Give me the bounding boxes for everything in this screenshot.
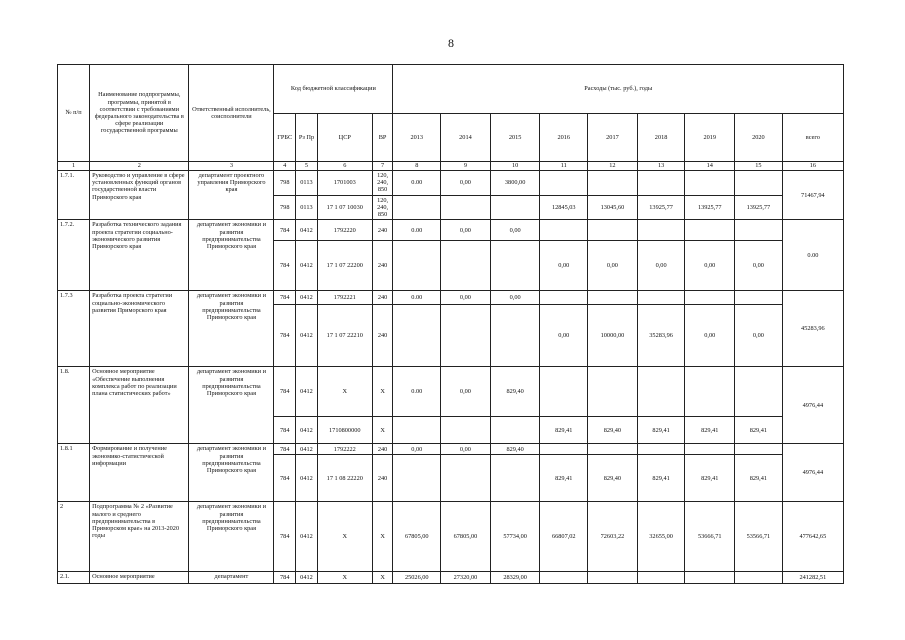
header-executor: Ответственный исполнитель, соисполнители [189,65,274,162]
row-name: Формирование и получение экономико-статистической информации [90,444,189,502]
column-index: 11 [540,162,588,171]
header-grbs: ГРБС [274,114,296,162]
rzpr-cell: 0412 [296,455,318,502]
value-cell [540,171,588,196]
value-cell [685,367,735,417]
value-cell: 53666,71 [685,502,735,572]
vr-cell: X [372,417,393,444]
total-cell: 0.00 [782,220,843,291]
value-cell: 0,00 [685,241,735,291]
header-budget-code: Код бюджетной классификации [274,65,393,114]
value-cell: 829,41 [637,455,685,502]
value-cell: 0.00 [393,220,441,241]
value-cell [637,367,685,417]
value-cell [588,220,638,241]
vr-cell: 240 [372,241,393,291]
value-cell [540,220,588,241]
value-cell [637,171,685,196]
column-index: 3 [189,162,274,171]
value-cell [685,171,735,196]
csr-cell: 1792220 [317,220,372,241]
value-cell: 829,40 [588,417,638,444]
vr-cell: X [372,367,393,417]
csr-cell: 1710800000 [317,417,372,444]
column-index: 13 [637,162,685,171]
total-cell: 4976,44 [782,367,843,444]
rzpr-cell: 0412 [296,572,318,584]
value-cell: 0,00 [540,241,588,291]
value-cell [588,367,638,417]
value-cell: 35283,96 [637,305,685,367]
value-cell: 13925,77 [735,195,783,220]
header-year: 2019 [685,114,735,162]
table-row [58,444,844,455]
value-cell: 27320,00 [441,572,491,584]
value-cell: 0,00 [393,444,441,455]
column-index: 4 [274,162,296,171]
value-cell [393,305,441,367]
rzpr-cell: 0412 [296,305,318,367]
row-number: 2 [58,502,90,572]
header-name: Наименование подпрограммы, программы, принятой в соответствии с требованиями федерального законодательства в сфере реализации государственной программы [90,65,189,162]
value-cell: 829,41 [735,455,783,502]
grbs-cell: 798 [274,195,296,220]
vr-cell: X [372,502,393,572]
value-cell: 66807,02 [540,502,588,572]
header-total: всего [782,114,843,162]
value-cell: 829,41 [735,417,783,444]
vr-cell: 240 [372,455,393,502]
header-year: 2018 [637,114,685,162]
rzpr-cell: 0113 [296,195,318,220]
value-cell [685,291,735,305]
value-cell: 0,00 [441,367,491,417]
header-expenses: Расходы (тыс. руб.), годы [393,65,844,114]
value-cell: 57734,00 [490,502,540,572]
value-cell [637,444,685,455]
header-num: № п/п [58,65,90,162]
value-cell: 829,41 [685,455,735,502]
value-cell [735,572,783,584]
row-executor: департамент экономики и развития предпринимательства Приморского края [189,444,274,502]
header-rzpr: Рз Пр [296,114,318,162]
table-row [58,502,844,572]
table-row [58,367,844,417]
row-executor: департамент экономики и развития предпринимательства Приморского края [189,367,274,444]
table-row [58,572,844,584]
grbs-cell: 784 [274,417,296,444]
value-cell [441,195,491,220]
grbs-cell: 784 [274,241,296,291]
value-cell [735,220,783,241]
row-executor: департамент проектного управления Приморского края [189,171,274,220]
grbs-cell: 784 [274,502,296,572]
rzpr-cell: 0412 [296,502,318,572]
grbs-cell: 784 [274,305,296,367]
vr-cell: 240 [372,291,393,305]
value-cell: 13045,60 [588,195,638,220]
rzpr-cell: 0113 [296,171,318,196]
value-cell: 829,40 [490,444,540,455]
value-cell: 13925,77 [685,195,735,220]
vr-cell: 120, 240, 850 [372,171,393,196]
grbs-cell: 784 [274,291,296,305]
value-cell: 0.00 [393,291,441,305]
value-cell: 25026,00 [393,572,441,584]
value-cell: 67805,00 [441,502,491,572]
value-cell: 67805,00 [393,502,441,572]
value-cell: 0,00 [735,305,783,367]
header-year: 2014 [441,114,491,162]
csr-cell: 1701003 [317,171,372,196]
column-index: 10 [490,162,540,171]
value-cell: 32655,00 [637,502,685,572]
value-cell: 10000,00 [588,305,638,367]
row-executor: департамент экономики и развития предпринимательства Приморского края [189,291,274,367]
value-cell: 0.00 [393,367,441,417]
rzpr-cell: 0412 [296,220,318,241]
rzpr-cell: 0412 [296,444,318,455]
table-row [58,220,844,241]
value-cell: 13925,77 [637,195,685,220]
row-number: 1.8. [58,367,90,444]
row-name: Разработка технического задания проекта стратегии социально-экономического развития Приморского края [90,220,189,291]
value-cell [490,305,540,367]
value-cell: 829,41 [540,455,588,502]
csr-cell: 1792221 [317,291,372,305]
value-cell [588,291,638,305]
row-executor: департамент экономики и развития предпринимательства Приморского края [189,220,274,291]
value-cell: 829,41 [540,417,588,444]
row-name: Основное мероприятие «Обеспечение выполнения комплекса работ по реализации плана статистических работ» [90,367,189,444]
header-year: 2015 [490,114,540,162]
value-cell [441,455,491,502]
value-cell: 829,41 [685,417,735,444]
column-index: 1 [58,162,90,171]
value-cell [540,367,588,417]
row-number: 1.7.2. [58,220,90,291]
value-cell: 0,00 [490,220,540,241]
column-index: 7 [372,162,393,171]
column-index: 5 [296,162,318,171]
value-cell: 0,00 [490,291,540,305]
value-cell [540,444,588,455]
value-cell: 0,00 [637,241,685,291]
value-cell [735,444,783,455]
value-cell: 829,40 [490,367,540,417]
value-cell [540,291,588,305]
vr-cell: 120, 240, 850 [372,195,393,220]
value-cell: 72603,22 [588,502,638,572]
value-cell [637,291,685,305]
value-cell [685,220,735,241]
value-cell [735,291,783,305]
csr-cell: X [317,367,372,417]
csr-cell: 17 1 07 10030 [317,195,372,220]
row-number: 1.8.1 [58,444,90,502]
column-index: 9 [441,162,491,171]
value-cell [588,444,638,455]
row-name: Разработка проекта стратегии социально-экономического развития Приморского края [90,291,189,367]
column-index: 8 [393,162,441,171]
grbs-cell: 784 [274,455,296,502]
row-number: 1.7.1. [58,171,90,220]
header-vr: ВР [372,114,393,162]
column-index: 6 [317,162,372,171]
header-csr: ЦСР [317,114,372,162]
value-cell [637,220,685,241]
value-cell [393,195,441,220]
header-year: 2013 [393,114,441,162]
total-cell: 71467,94 [782,171,843,220]
value-cell: 3800,00 [490,171,540,196]
grbs-cell: 784 [274,572,296,584]
rzpr-cell: 0412 [296,417,318,444]
rzpr-cell: 0412 [296,367,318,417]
header-year: 2020 [735,114,783,162]
value-cell [735,367,783,417]
row-name: Основное мероприятие [90,572,189,584]
vr-cell: 240 [372,305,393,367]
value-cell [588,572,638,584]
row-executor: департамент [189,572,274,584]
value-cell [735,171,783,196]
value-cell [637,572,685,584]
csr-cell: X [317,502,372,572]
value-cell: 829,41 [637,417,685,444]
total-cell: 477642,65 [782,502,843,572]
value-cell: 0,00 [588,241,638,291]
column-index: 14 [685,162,735,171]
csr-cell: 17 1 08 22220 [317,455,372,502]
budget-table [57,64,844,584]
value-cell [393,241,441,291]
value-cell [540,572,588,584]
header-year: 2016 [540,114,588,162]
value-cell [490,241,540,291]
page-number: 8 [448,36,454,50]
value-cell: 0,00 [540,305,588,367]
value-cell: 829,40 [588,455,638,502]
value-cell [588,171,638,196]
value-cell [441,305,491,367]
value-cell: 12845,03 [540,195,588,220]
row-number: 1.7.3 [58,291,90,367]
column-index: 2 [90,162,189,171]
total-cell: 45283,96 [782,291,843,367]
value-cell: 0,00 [735,241,783,291]
value-cell [441,417,491,444]
value-cell: 0,00 [441,444,491,455]
row-executor: департамент экономики и развития предпринимательства Приморского края [189,502,274,572]
vr-cell: 240 [372,220,393,241]
value-cell [490,417,540,444]
value-cell: 0,00 [685,305,735,367]
table-row [58,171,844,196]
value-cell: 0,00 [441,291,491,305]
total-cell: 241282,51 [782,572,843,584]
column-index: 15 [735,162,783,171]
value-cell [393,455,441,502]
row-name: Руководство и управление в сфере установленных функций органов государственной власти Приморского края [90,171,189,220]
header-year: 2017 [588,114,638,162]
value-cell: 0,00 [441,171,491,196]
csr-cell: 17 1 07 22210 [317,305,372,367]
csr-cell: 17 1 07 22200 [317,241,372,291]
grbs-cell: 784 [274,220,296,241]
value-cell [685,572,735,584]
value-cell [393,417,441,444]
csr-cell: 1792222 [317,444,372,455]
grbs-cell: 784 [274,444,296,455]
vr-cell: 240 [372,444,393,455]
value-cell: 0,00 [441,220,491,241]
value-cell: 53566,71 [735,502,783,572]
value-cell: 0.00 [393,171,441,196]
grbs-cell: 784 [274,367,296,417]
grbs-cell: 798 [274,171,296,196]
csr-cell: X [317,572,372,584]
row-name: Подпрограмма № 2 «Развитие малого и среднего предпринимательства в Приморском крае» на 2013-2020 годы [90,502,189,572]
value-cell [490,455,540,502]
column-index: 12 [588,162,638,171]
total-cell: 4976,44 [782,444,843,502]
column-index: 16 [782,162,843,171]
value-cell [441,241,491,291]
value-cell [490,195,540,220]
row-number: 2.1. [58,572,90,584]
rzpr-cell: 0412 [296,291,318,305]
rzpr-cell: 0412 [296,241,318,291]
table-row [58,291,844,305]
vr-cell: X [372,572,393,584]
value-cell: 28329,00 [490,572,540,584]
value-cell [685,444,735,455]
